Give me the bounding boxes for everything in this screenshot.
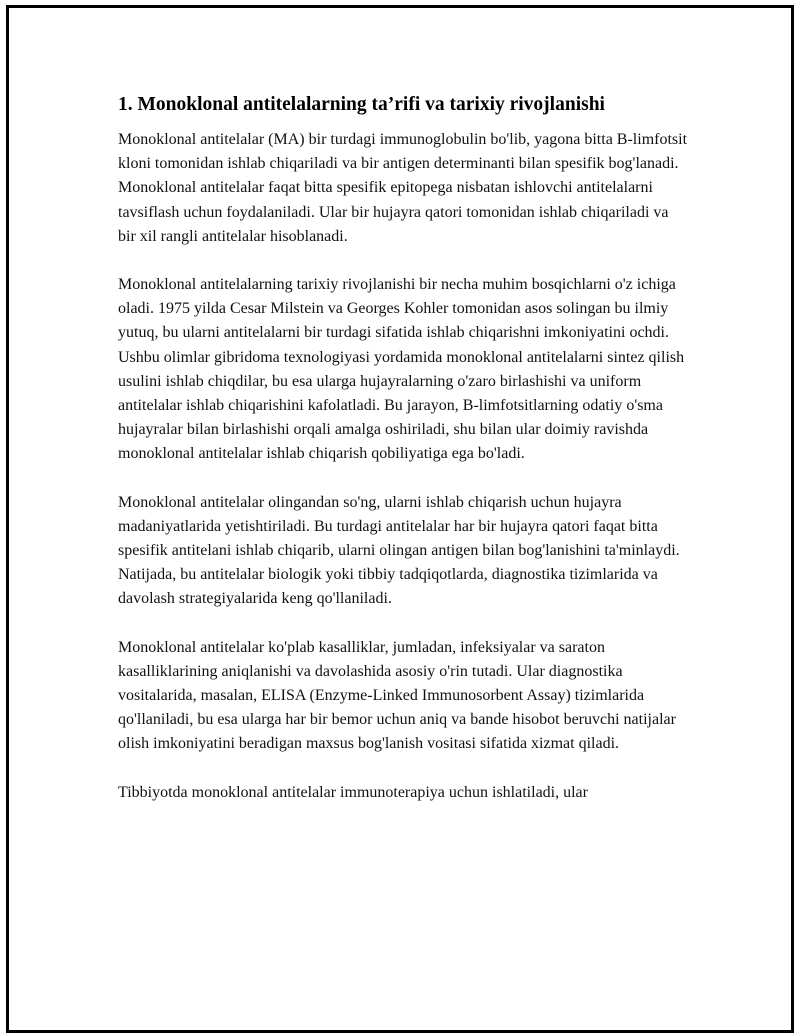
paragraph-production: Monoklonal antitelalar olingandan so'ng, ularni ishlab chiqarish uchun hujayra madaniyatlarida yetishtiriladi. Bu turdagi antitelalar har bir hujayra qatori faqat bitta spesifik antitelani ishlab chiqarib, ularni olingan antigen bilan bog'lanishini ta'minlaydi. Natijada, bu antitelalar biologik yoki tibbiy tadqiqotlarda, diagnostika tizimlarida va davolash strategiyalarida keng qo'llaniladi.	[118, 493, 680, 608]
section-heading: 1. Monoklonal antitelalarning ta’rifi va tarixiy rivojlanishi	[118, 94, 605, 115]
paragraph-therapy: Tibbiyotda monoklonal antitelalar immunoterapiya uchun ishlatiladi, ular	[118, 783, 588, 801]
paragraph-diagnostics: Monoklonal antitelalar ko'plab kasalliklar, jumladan, infeksiyalar va saraton kasalliklarining aniqlanishi va davolashida asosiy o'rin tutadi. Ular diagnostika vositalarida, masalan, ELISA (Enzyme-Linked Immunosorbent Assay) tizimlarida qo'llaniladi, bu esa ularga har bir bemor uchun aniq va bande hisobot beruvchi natijalar olish imkoniyatini beradigan maxsus bog'lanish vositasi sifatida xizmat qiladi.	[118, 638, 676, 753]
paragraph-definition: Monoklonal antitelalar (MA) bir turdagi immunoglobulin bo'lib, yagona bitta B-limfotsit kloni tomonidan ishlab chiqariladi va bir antigen determinanti bilan spesifik bog'lanadi. Monoklonal antitelalar faqat bitta spesifik epitopega nisbatan ishlovchi antitelalarni tavsiflash uchun foydalaniladi. Ular bir hujayra qatori tomonidan ishlab chiqariladi va bir xil rangli antitelalar hisoblanadi.	[118, 131, 688, 245]
document-body	[118, 92, 688, 829]
paragraph-history: Monoklonal antitelalarning tarixiy rivojlanishi bir necha muhim bosqichlarni o'z ichiga oladi. 1975 yilda Cesar Milstein va Georges Kohler tomonidan asos solingan bu ilmiy yutuq, bu ularni antitelalarni bir turdagi sifatida ishlab chiqarishni imkoniyatini ochdi. Ushbu olimlar gibridoma texnologiyasi yordamida monoklonal antitelalarni sintez qilish usulini ishlab chiqdilar, bu esa ularga hujayralarning o'zaro birlashishi va uniform antitelalar ishlab chiqarishini kafolatladi. Bu jarayon, B-limfotsitlarning odatiy o'sma hujayralar bilan birlashishi orqali amalga oshiriladi, shu bilan ular doimiy ravishda monoklonal antitelalar ishlab chiqarish qobiliyatiga ega bo'ladi.	[118, 276, 685, 463]
